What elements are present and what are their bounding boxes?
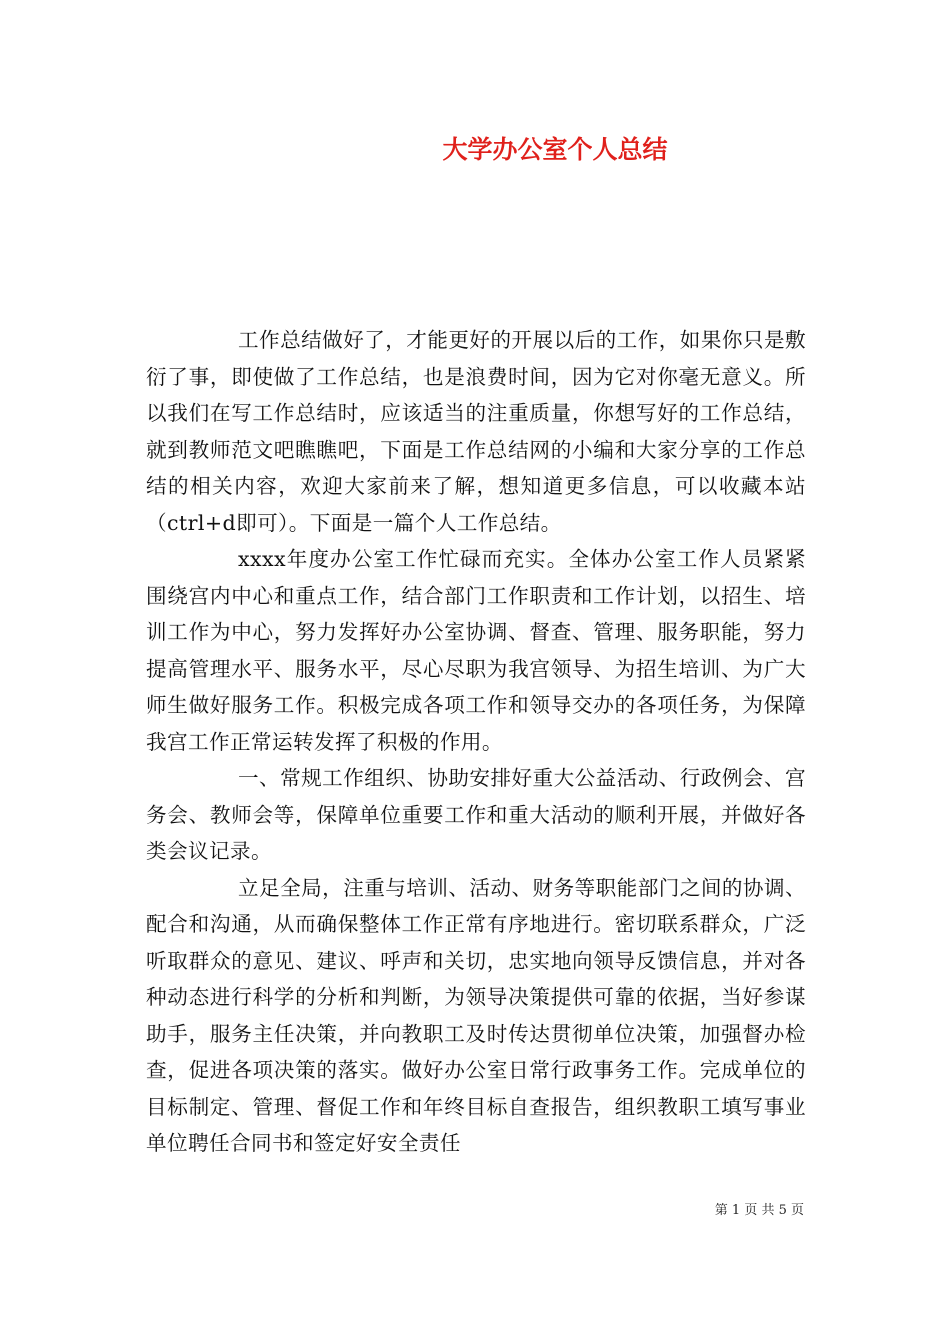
document-title-text: 大学办公室个人总结 (442, 135, 668, 164)
paragraph-annual-overview: xxxx年度办公室工作忙碌而充实。全体办公室工作人员紧紧围绕宫内中心和重点工作，结合部门工作职责和工作计划，以招生、培训工作为中心，努力发挥好办公室协调、督查、管理、服务职能，努力提高管理水平、服务水平，尽心尽职为我宫领导、为招生培训、为广大师生做好服务工作。积极完成各项工作和领导交办的各项任务，为保障我宫工作正常运转发挥了积极的作用。 (146, 547, 806, 754)
paragraph-routine-work: 一、常规工作组织、协助安排好重大公益活动、行政例会、宫务会、教师会等，保障单位重要工作和重大活动的顺利开展，并做好各类会议记录。 (146, 766, 806, 863)
document-title (0, 132, 950, 168)
paragraph-coordination: 立足全局，注重与培训、活动、财务等职能部门之间的协调、配合和沟通，从而确保整体工作正常有序地进行。密切联系群众，广泛听取群众的意见、建议、呼声和关切，忠实地向领导反馈信息，并对各种动态进行科学的分析和判断，为领导决策提供可靠的依据，当好参谋助手，服务主任决策，并向教职工及时传达贯彻单位决策，加强督办检查，促进各项决策的落实。做好办公室日常行政事务工作。完成单位的目标制定、管理、督促工作和年终目标自查报告，组织教职工填写事业单位聘任合同书和签定好安全责任 (146, 875, 806, 1155)
paragraph-intro: 工作总结做好了，才能更好的开展以后的工作，如果你只是敷衍了事，即使做了工作总结，也是浪费时间，因为它对你毫无意义。所以我们在写工作总结时，应该适当的注重质量，你想写好的工作总结，就到教师范文吧瞧瞧吧，下面是工作总结网的小编和大家分享的工作总结的相关内容，欢迎大家前来了解，想知道更多信息，可以收藏本站（ctrl+d即可）。下面是一篇个人工作总结。 (146, 328, 806, 535)
document-body (146, 322, 806, 1162)
page-footer: 第 1 页 共 5 页 (714, 1203, 804, 1218)
